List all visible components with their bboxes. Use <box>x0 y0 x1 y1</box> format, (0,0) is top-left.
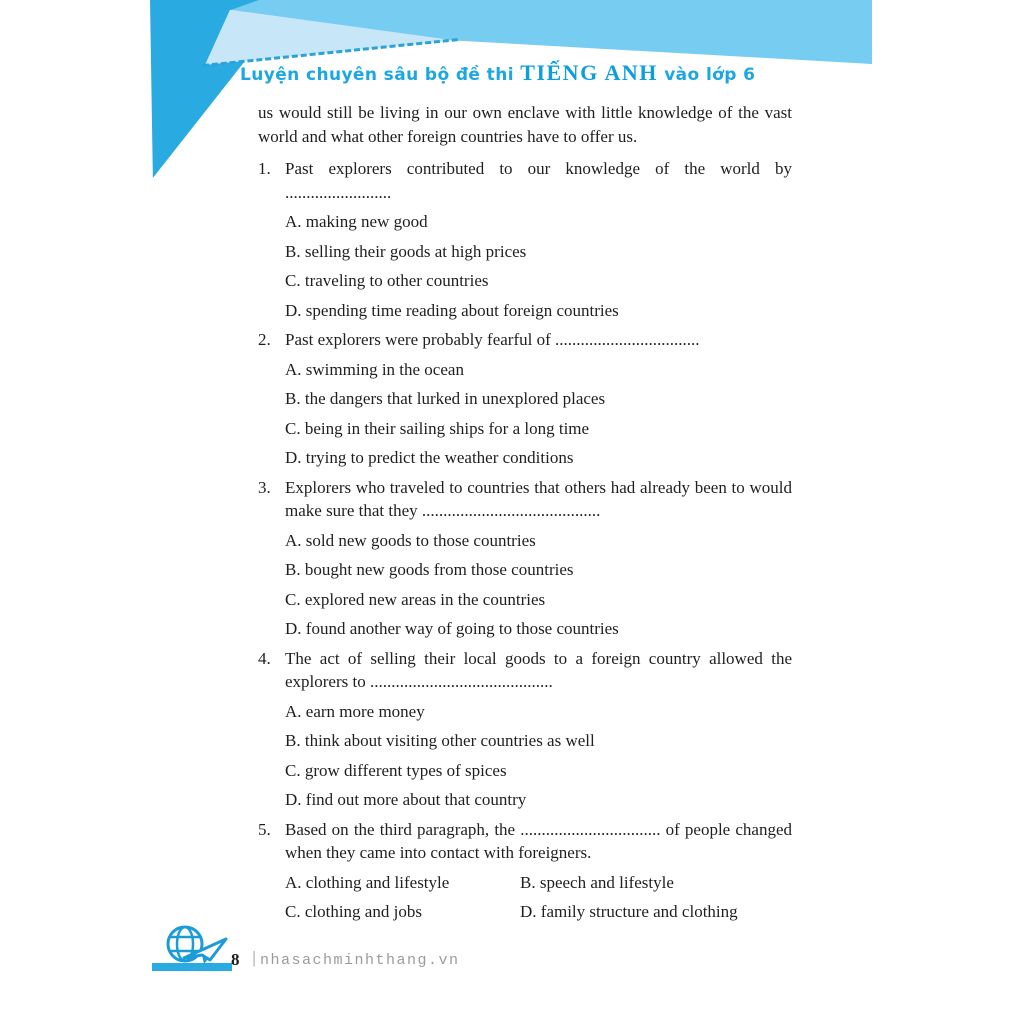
option-text: earn more money <box>305 701 425 721</box>
question-number: 3. <box>258 477 271 497</box>
question-1-options <box>258 210 792 322</box>
option-text: clothing and lifestyle <box>305 872 450 892</box>
option-text: trying to predict the weather conditions <box>305 448 574 467</box>
question-5 <box>258 818 792 865</box>
option-text: family structure and clothing <box>540 902 738 921</box>
question-number: 1. <box>258 159 271 178</box>
question-4 <box>258 647 792 694</box>
question-text: The act of selling their local goods to a foreign country allowed the explorers to ........................................... <box>285 648 792 691</box>
option-text: swimming in the ocean <box>305 359 464 379</box>
question-text: Past explorers contributed to our knowledge of the world by ......................... <box>285 159 792 202</box>
option-c <box>285 759 792 783</box>
option-d <box>285 446 792 470</box>
question-2-options <box>258 358 792 470</box>
option-b <box>285 729 792 753</box>
option-label: C. <box>285 418 301 438</box>
question-number: 2. <box>258 330 271 349</box>
question-text: Past explorers were probably fearful of .................................. <box>285 330 700 349</box>
option-label: B. <box>285 389 301 408</box>
globe-airplane-logo-icon <box>158 918 234 972</box>
publisher-site-text: nhasachminhthang.vn <box>260 952 460 969</box>
option-c <box>285 417 792 441</box>
option-label: A. <box>285 701 302 721</box>
option-d <box>285 299 792 323</box>
option-b <box>285 558 792 582</box>
option-a <box>285 529 792 553</box>
option-d <box>285 788 792 812</box>
question-3-options <box>258 529 792 641</box>
option-label: B. <box>520 872 536 892</box>
header-title-highlight: TIẾNG ANH <box>520 60 658 85</box>
option-b <box>285 240 792 264</box>
option-text: making new good <box>305 212 428 231</box>
option-a <box>285 210 792 234</box>
option-label: A. <box>285 359 302 379</box>
question-1 <box>258 157 792 204</box>
option-b <box>520 871 792 895</box>
option-d <box>285 617 792 641</box>
option-text: explored new areas in the countries <box>304 589 546 609</box>
option-text: the dangers that lurked in unexplored places <box>304 389 606 408</box>
option-b <box>285 387 792 411</box>
footer-separator: | <box>249 950 260 969</box>
header-title-suffix: vào lớp 6 <box>664 65 756 85</box>
option-text: selling their goods at high prices <box>304 241 527 261</box>
option-text: think about visiting other countries as well <box>304 731 595 750</box>
question-3 <box>258 476 792 523</box>
question-4-options <box>258 700 792 812</box>
question-text: Based on the third paragraph, the ................................. of people changed when they came into contact with foreigners. <box>285 819 792 862</box>
question-number: 4. <box>258 648 271 668</box>
option-text: traveling to other countries <box>304 271 489 290</box>
option-label: B. <box>285 731 301 750</box>
option-label: C. <box>285 902 301 921</box>
option-text: clothing and jobs <box>304 902 422 921</box>
option-c <box>285 588 792 612</box>
option-label: C. <box>285 589 301 609</box>
option-label: A. <box>285 872 302 892</box>
question-text: Explorers who traveled to countries that others had already been to would make sure that they .......................................... <box>285 477 792 520</box>
option-text: spending time reading about foreign countries <box>305 300 619 320</box>
option-d <box>520 900 792 924</box>
option-label: D. <box>285 448 302 467</box>
question-number: 5. <box>258 819 271 839</box>
option-text: bought new goods from those countries <box>304 560 574 579</box>
page-number: 8 <box>231 950 240 969</box>
option-c <box>285 900 520 924</box>
question-2 <box>258 328 792 352</box>
header-title-prefix: Luyện chuyên sâu bộ đề thi <box>240 65 514 85</box>
option-text: speech and lifestyle <box>539 872 674 892</box>
option-label: A. <box>285 530 302 550</box>
option-text: sold new goods to those countries <box>305 530 536 550</box>
option-label: B. <box>285 560 301 579</box>
option-text: find out more about that country <box>305 790 527 809</box>
option-label: D. <box>285 300 302 320</box>
option-label: A. <box>285 212 302 231</box>
option-c <box>285 269 792 293</box>
question-5-options <box>258 871 792 930</box>
option-text: found another way of going to those countries <box>305 619 619 638</box>
option-label: D. <box>520 902 537 921</box>
option-label: D. <box>285 790 302 809</box>
page-header-title <box>240 60 800 86</box>
option-a <box>285 871 520 895</box>
option-label: B. <box>285 241 301 261</box>
option-a <box>285 700 792 724</box>
option-label: C. <box>285 271 301 290</box>
option-label: D. <box>285 619 302 638</box>
option-text: being in their sailing ships for a long time <box>304 418 590 438</box>
reading-comprehension-content <box>258 101 792 930</box>
passage-text: us would still be living in our own enclave with little knowledge of the vast world and what other foreign countries have to offer us. <box>258 103 792 146</box>
option-text: grow different types of spices <box>304 760 507 780</box>
option-label: C. <box>285 760 301 780</box>
option-a <box>285 358 792 382</box>
